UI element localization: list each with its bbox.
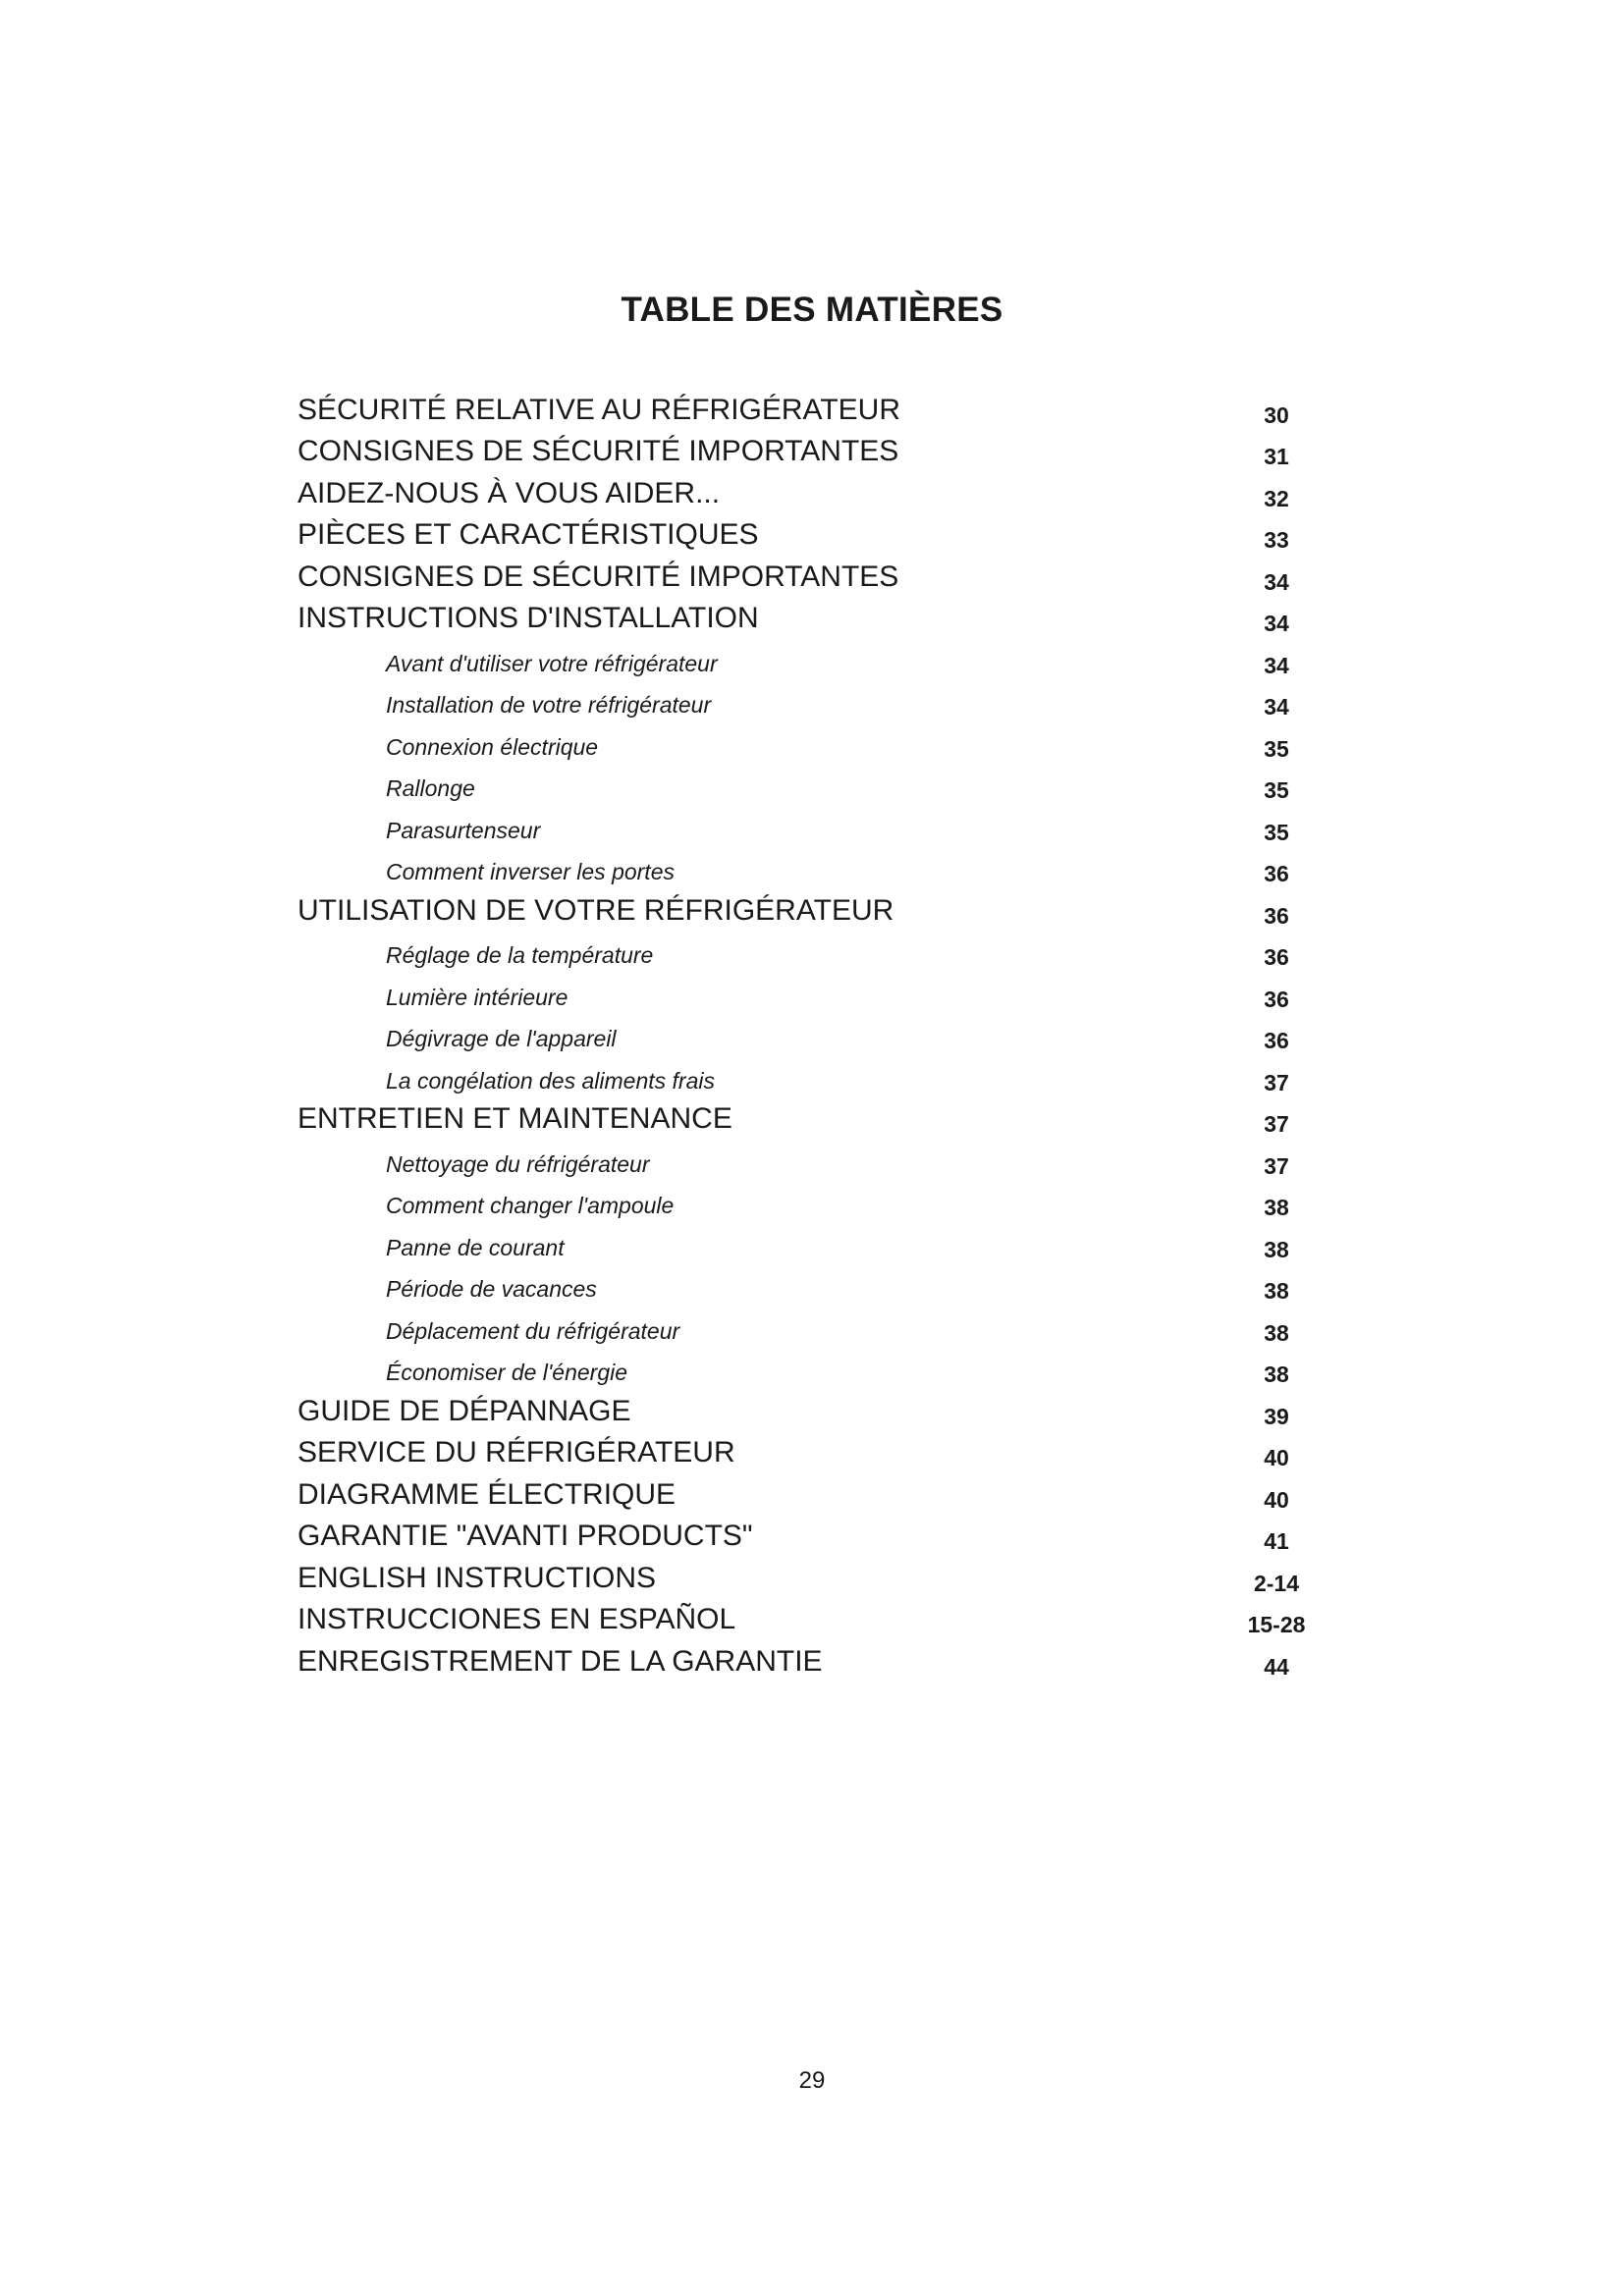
toc-subsection-entry <box>0 1223 1624 1265</box>
toc-entry-label: ENTRETIEN ET MAINTENANCE <box>298 1102 732 1135</box>
toc-subsection-entry <box>0 1265 1624 1308</box>
toc-entry-page: 30 <box>1264 401 1289 428</box>
toc-section-entry <box>0 1640 1624 1682</box>
toc-entry-page: 36 <box>1264 861 1289 886</box>
toc-section-entry <box>0 472 1624 514</box>
toc-entry-label: CONSIGNES DE SÉCURITÉ IMPORTANTES <box>298 435 899 467</box>
toc-entry-label: INSTRUCCIONES EN ESPAÑOL <box>298 1603 736 1635</box>
toc-subsection-entry <box>0 681 1624 723</box>
toc-entry-label: La congélation des aliments frais <box>386 1067 715 1094</box>
toc-entry-page: 37 <box>1264 1069 1289 1095</box>
toc-entry-page: 34 <box>1264 652 1289 678</box>
toc-subsection-entry <box>0 722 1624 765</box>
toc-section-entry <box>0 1516 1624 1558</box>
toc-section-entry <box>0 556 1624 598</box>
toc-entry-label: Nettoyage du réfrigérateur <box>386 1150 650 1177</box>
toc-entry-label: ENREGISTREMENT DE LA GARANTIE <box>298 1644 823 1678</box>
toc-entry-page: 36 <box>1264 1028 1289 1053</box>
toc-section-entry <box>0 1557 1624 1599</box>
toc-subsection-entry <box>0 1015 1624 1057</box>
toc-entry-page: 41 <box>1264 1528 1289 1554</box>
toc-subsection-entry <box>0 1349 1624 1391</box>
toc-entry-label: INSTRUCTIONS D'INSTALLATION <box>298 602 759 634</box>
toc-entry-page: 40 <box>1264 1486 1289 1513</box>
toc-entry-page: 36 <box>1264 986 1289 1012</box>
toc-entry-page: 31 <box>1264 444 1289 469</box>
toc-entry-page: 38 <box>1264 1278 1289 1304</box>
toc-entry-label: Comment changer l'ampoule <box>386 1193 675 1218</box>
toc-entry-page: 15-28 <box>1247 1612 1306 1637</box>
toc-entry-label: Dégivrage de l'appareil <box>386 1026 617 1051</box>
toc-section-entry <box>0 598 1624 640</box>
toc-subsection-entry <box>0 806 1624 848</box>
toc-entry-page: 34 <box>1264 611 1289 636</box>
toc-subsection-entry <box>0 1056 1624 1098</box>
toc-entry-label: SÉCURITÉ RELATIVE AU RÉFRIGÉRATEUR <box>298 393 900 426</box>
toc-subsection-entry <box>0 639 1624 681</box>
toc-entry-page: 2-14 <box>1253 1570 1300 1596</box>
toc-entry-page: 39 <box>1264 1403 1289 1429</box>
toc-subsection-entry <box>0 1140 1624 1182</box>
toc-entry-page: 37 <box>1264 1111 1289 1137</box>
toc-entry-page: 38 <box>1264 1236 1289 1262</box>
toc-entry-page: 33 <box>1264 527 1289 553</box>
toc-entry-page: 35 <box>1264 819 1289 845</box>
toc-entry-page: 35 <box>1264 735 1289 762</box>
toc-entry-label: Réglage de la température <box>386 942 654 968</box>
toc-entry-page: 36 <box>1264 944 1289 970</box>
toc-entry-label: Lumière intérieure <box>386 984 568 1010</box>
toc-section-entry <box>0 389 1624 431</box>
toc-entry-label: Installation de votre réfrigérateur <box>386 692 712 718</box>
toc-entry-label: ENGLISH INSTRUCTIONS <box>298 1561 657 1594</box>
toc-entry-label: AIDEZ-NOUS À VOUS AIDER... <box>298 476 721 509</box>
toc-entry-page: 40 <box>1264 1445 1289 1470</box>
toc-entry-page: 37 <box>1264 1152 1289 1179</box>
toc-entry-label: CONSIGNES DE SÉCURITÉ IMPORTANTES <box>298 560 899 593</box>
toc-section-entry <box>0 1390 1624 1432</box>
toc-entry-label: GARANTIE "AVANTI PRODUCTS" <box>298 1520 753 1552</box>
toc-entry-page: 44 <box>1264 1653 1289 1680</box>
page-title: TABLE DES MATIÈRES <box>621 291 1003 329</box>
toc-section-entry <box>0 889 1624 932</box>
toc-subsection-entry <box>0 765 1624 807</box>
toc-section-entry <box>0 1473 1624 1516</box>
toc-entry-page: 34 <box>1264 694 1289 720</box>
toc-entry-label: SERVICE DU RÉFRIGÉRATEUR <box>298 1436 735 1468</box>
toc-subsection-entry <box>0 973 1624 1015</box>
toc-entry-label: Économiser de l'énergie <box>386 1360 628 1385</box>
toc-entry-label: DIAGRAMME ÉLECTRIQUE <box>298 1477 677 1511</box>
toc-entry-label: Déplacement du réfrigérateur <box>386 1317 680 1344</box>
toc-entry-page: 34 <box>1264 568 1289 595</box>
toc-subsection-entry <box>0 848 1624 890</box>
toc-section-entry <box>0 1432 1624 1474</box>
toc-entry-label: UTILISATION DE VOTRE RÉFRIGÉRATEUR <box>298 893 894 927</box>
toc-entry-label: Période de vacances <box>386 1276 597 1302</box>
toc-entry-label: Avant d'utiliser votre réfrigérateur <box>386 650 718 676</box>
table-of-contents <box>0 389 1624 1682</box>
toc-subsection-entry <box>0 1307 1624 1349</box>
toc-entry-label: Panne de courant <box>386 1234 565 1260</box>
toc-entry-page: 38 <box>1264 1319 1289 1346</box>
toc-entry-page: 36 <box>1264 902 1289 929</box>
toc-entry-page: 38 <box>1264 1362 1289 1387</box>
toc-section-entry <box>0 1098 1624 1141</box>
toc-subsection-entry <box>0 1182 1624 1224</box>
toc-section-entry <box>0 431 1624 473</box>
toc-section-entry <box>0 514 1624 557</box>
toc-entry-page: 35 <box>1264 777 1289 803</box>
toc-entry-label: Connexion électrique <box>386 733 599 760</box>
toc-entry-label: GUIDE DE DÉPANNAGE <box>298 1394 631 1427</box>
toc-entry-label: Rallonge <box>386 775 475 801</box>
toc-entry-page: 32 <box>1264 485 1289 511</box>
toc-section-entry <box>0 1599 1624 1641</box>
page-number: 29 <box>798 2067 826 2094</box>
toc-entry-label: Parasurtenseur <box>386 817 541 843</box>
toc-entry-label: PIÈCES ET CARACTÉRISTIQUES <box>298 518 759 551</box>
toc-entry-page: 38 <box>1264 1195 1289 1220</box>
toc-entry-label: Comment inverser les portes <box>386 859 675 884</box>
toc-subsection-entry <box>0 932 1624 974</box>
